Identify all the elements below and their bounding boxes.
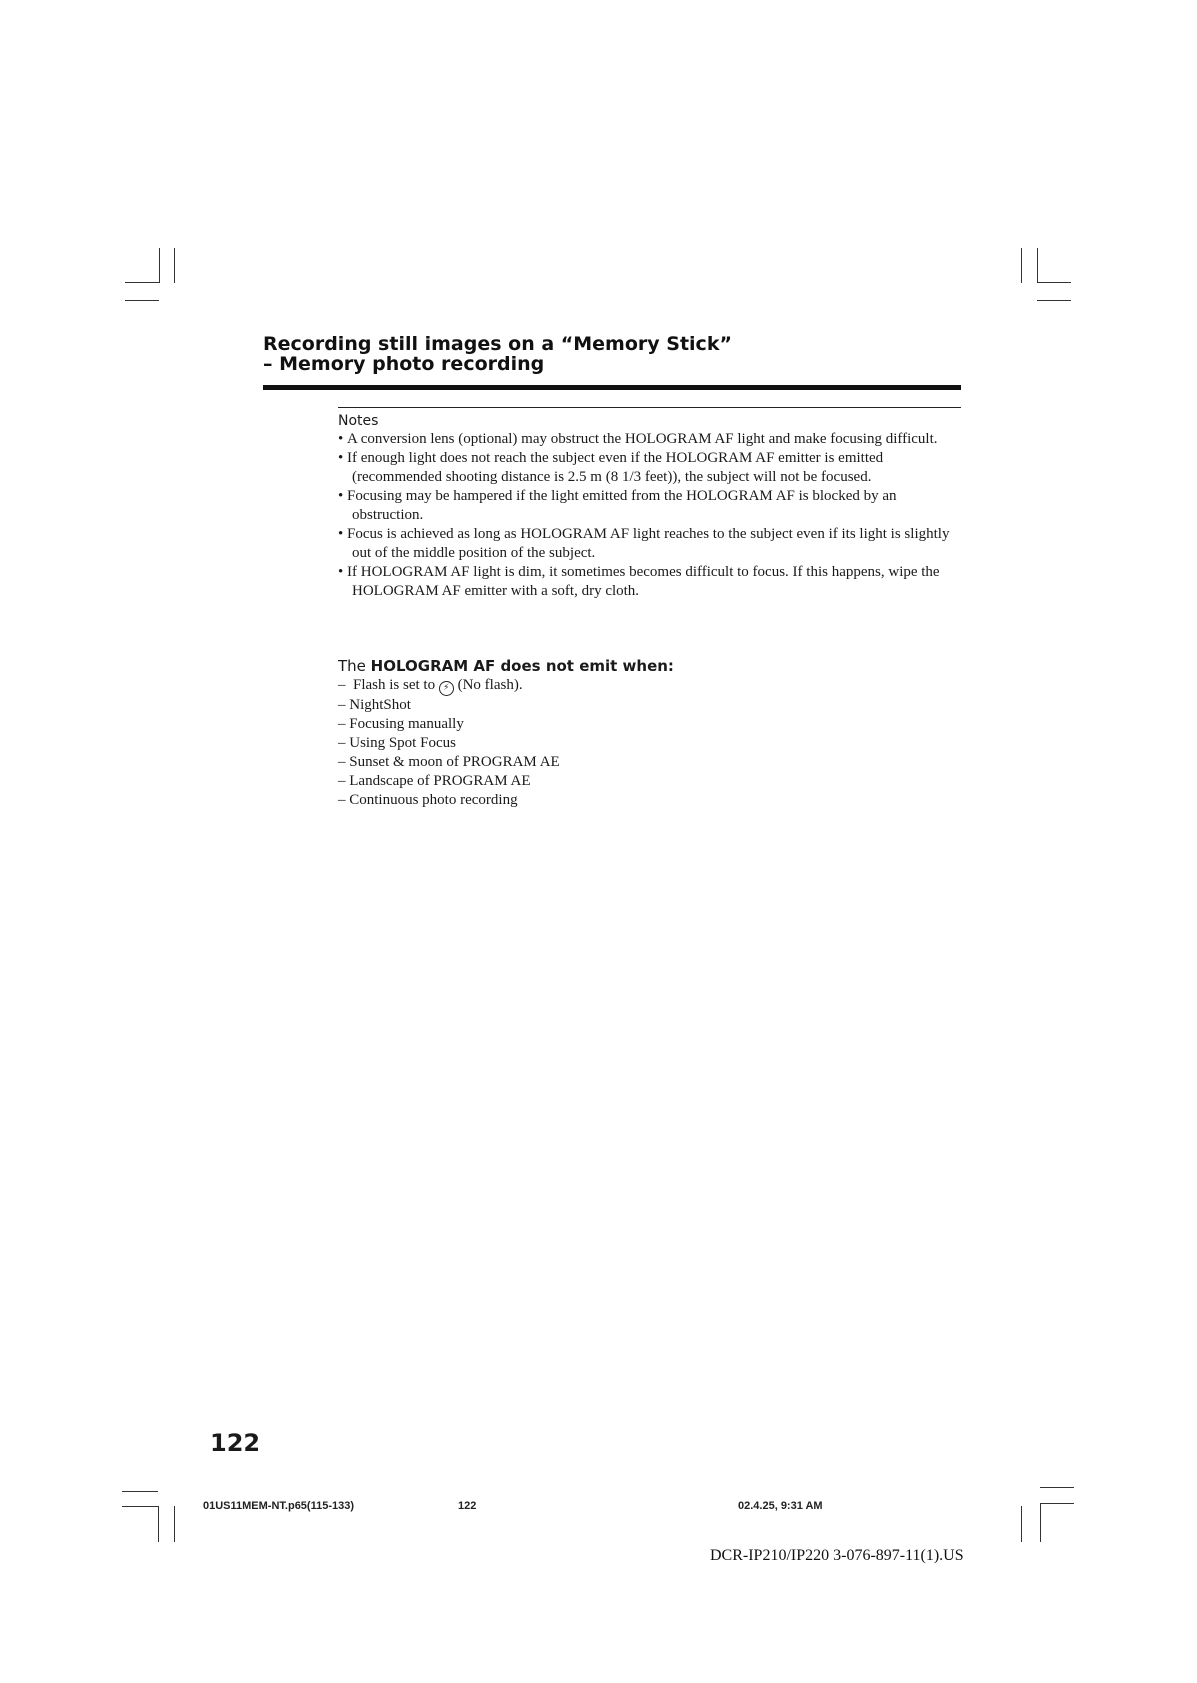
note-item: • If HOLOGRAM AF light is dim, it sometimes becomes difficult to focus. If this happens, wipe the HOLOGRAM AF emitter with a soft, dry cloth.: [338, 563, 960, 601]
condition-item-flash: [338, 676, 560, 696]
notes-list: [338, 430, 960, 601]
no-flash-icon: ⚡: [439, 681, 454, 696]
condition-item: – Landscape of PROGRAM AE: [338, 772, 560, 791]
note-item: • A conversion lens (optional) may obstruct the HOLOGRAM AF light and make focusing difficult.: [338, 430, 960, 449]
footer-model: DCR-IP210/IP220 3-076-897-11(1).US: [710, 1547, 964, 1564]
note-item: • Focusing may be hampered if the light emitted from the HOLOGRAM AF is blocked by an obstruction.: [338, 487, 960, 525]
note-item: • If enough light does not reach the subject even if the HOLOGRAM AF emitter is emitted (recommended shooting distance is 2.5 m (8 1/3 feet)), the subject will not be focused.: [338, 449, 960, 487]
footer-page: 122: [458, 1500, 477, 1512]
conditions-heading-prefix: The: [338, 657, 371, 675]
footer-datetime: 02.4.25, 9:31 AM: [738, 1500, 823, 1512]
conditions-heading-bold: HOLOGRAM AF does not emit when:: [370, 657, 674, 675]
title-rule: [263, 385, 961, 390]
conditions-list: [338, 676, 560, 810]
condition-item: – Focusing manually: [338, 715, 560, 734]
condition-item: – NightShot: [338, 696, 560, 715]
notes-heading: Notes: [338, 413, 379, 429]
page-number: 122: [210, 1429, 261, 1457]
condition-item: – Sunset & moon of PROGRAM AE: [338, 753, 560, 772]
flash-prefix: Flash is set to: [353, 677, 436, 693]
title-line-1: Recording still images on a “Memory Stick”: [263, 333, 732, 355]
notes-rule: [338, 407, 961, 408]
title-line-2: – Memory photo recording: [263, 353, 545, 375]
page-title: [263, 334, 732, 374]
condition-item: – Continuous photo recording: [338, 791, 560, 810]
note-item: • Focus is achieved as long as HOLOGRAM AF light reaches to the subject even if its light is slightly out of the middle position of the subject.: [338, 525, 960, 563]
conditions-heading: [338, 657, 674, 675]
flash-suffix: (No flash).: [457, 677, 523, 693]
footer-file: 01US11MEM-NT.p65(115-133): [203, 1500, 355, 1512]
condition-item: – Using Spot Focus: [338, 734, 560, 753]
